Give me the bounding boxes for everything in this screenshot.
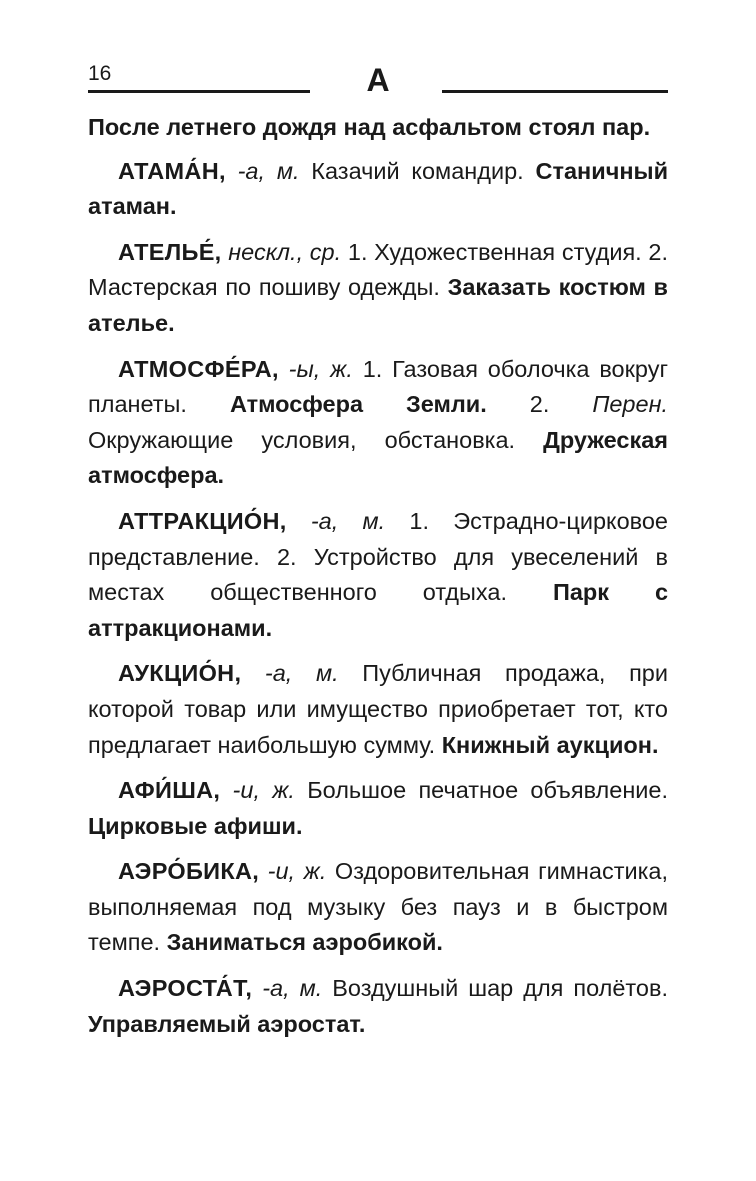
entry-aerostat	[88, 971, 668, 1042]
entry-example: Атмосфера Земли.	[229, 391, 487, 418]
entries-text	[88, 110, 668, 1042]
entry-example: Цирковые афиши.	[88, 812, 303, 839]
page-number: 16	[88, 62, 112, 85]
entry-aukcion	[88, 656, 668, 763]
entry-sense2-number: 2.	[529, 391, 550, 418]
entry-definition: Воздушный шар для полётов.	[332, 975, 669, 1002]
entry-grammar: -а, м.	[264, 660, 339, 687]
entry-headword: АТЕЛЬЕ́,	[118, 238, 222, 265]
entry-headword: АТАМА́Н,	[118, 157, 226, 184]
entry-example: Заказать костюм в ателье.	[88, 274, 668, 336]
entry-definition: Большое печатное объявление.	[307, 777, 669, 804]
entry-grammar: -а, м.	[237, 157, 300, 184]
entry-aerobika	[88, 854, 668, 961]
entry-grammar: нескл., ср.	[228, 238, 342, 265]
entry-example: Заниматься аэробикой.	[166, 929, 443, 956]
entry-atmosfera	[88, 352, 668, 494]
dictionary-page	[88, 58, 668, 1052]
entry-afisha	[88, 773, 668, 844]
entry-definition: 1. Эстрадно-цирковое представление. 2. Устройство для увеселений в местах общественного отдыха.	[88, 507, 668, 606]
entry-definition: Публичная продажа, при которой товар или имущество приобретает тот, кто предлагает наибольшую сумму.	[88, 660, 668, 758]
entry-example: Книжный аукцион.	[441, 731, 659, 758]
entry-headword: АФИ́ША,	[118, 777, 221, 804]
page-header	[88, 58, 668, 102]
entry-grammar: -и, ж.	[267, 858, 327, 885]
entry-example: Парк с аттракционами.	[88, 579, 669, 641]
entry-grammar: -ы, ж.	[288, 355, 353, 382]
entry-grammar: -и, ж.	[232, 777, 295, 804]
entry-example: Станичный атаман.	[88, 157, 669, 220]
entry-ataman	[88, 154, 668, 225]
section-letter: А	[366, 62, 390, 98]
entry-definition: 1. Газовая оболочка вокруг планеты.	[88, 355, 669, 418]
entry-grammar: -а, м.	[262, 975, 323, 1002]
entry-definition: Казачий командир.	[311, 157, 524, 184]
entry-sense2-definition: Окружающие условия, обстановка.	[88, 426, 516, 453]
entry-definition: 1. Художественная студия. 2. Мастерская по пошиву одежды.	[88, 238, 668, 301]
entry-sense2-example: Дружеская атмосфера.	[88, 426, 668, 489]
entry-sense2-label: Перен.	[592, 391, 669, 418]
entry-headword: АЭРО́БИКА,	[118, 858, 260, 885]
entry-headword: АТТРАКЦИО́Н,	[118, 507, 287, 534]
entry-definition: Оздоровительная гимнастика, выполняемая под музыку без пауз и в быстром темпе.	[88, 858, 669, 956]
entry-headword: АТМОСФЕ́РА,	[118, 355, 279, 382]
entry-example: Управляемый аэростат.	[88, 1010, 366, 1037]
entry-headword: АУКЦИО́Н,	[118, 660, 242, 687]
example-text: После летнего дождя над асфальтом стоял пар.	[88, 114, 651, 140]
header-rule-right	[442, 90, 668, 93]
lead-in-paragraph	[88, 110, 668, 146]
entry-atelie	[88, 235, 668, 342]
entry-attrakcion	[88, 504, 668, 646]
entry-grammar: -а, м.	[310, 507, 386, 534]
entry-headword: АЭРОСТА́Т,	[118, 975, 253, 1002]
